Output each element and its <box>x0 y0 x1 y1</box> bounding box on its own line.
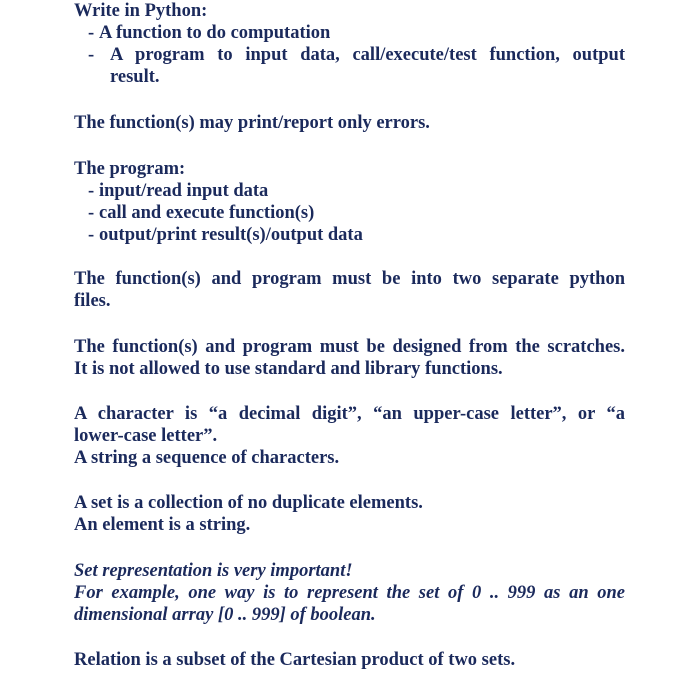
bullet-dash: - <box>88 23 95 43</box>
program-item-input: input/read input data <box>99 181 269 201</box>
program-item-call: call and execute function(s) <box>99 203 315 223</box>
bullet-dash: - <box>88 225 95 245</box>
errors-note: The function(s) may print/report only errors. <box>74 113 430 133</box>
set-definition: A set is a collection of no duplicate elements. <box>74 493 423 513</box>
program-item-output: output/print result(s)/output data <box>99 225 363 245</box>
write-title: Write in Python: <box>74 1 208 21</box>
files-paragraph-line1: The function(s) and program must be into two separate python <box>74 269 625 289</box>
scratch-paragraph-line2: It is not allowed to use standard and library functions. <box>74 359 503 379</box>
program-title: The program: <box>74 159 186 179</box>
example-line2: dimensional array [0 .. 999] of boolean. <box>74 605 376 625</box>
write-item-function: A function to do computation <box>99 23 331 43</box>
character-definition-line1: A character is “a decimal digit”, “an upper-case letter”, or “a <box>74 404 625 424</box>
write-item-program: A program to input data, call/execute/test function, output <box>110 45 625 65</box>
scratch-paragraph-line1: The function(s) and program must be designed from the scratches. <box>74 337 625 357</box>
bullet-dash: - <box>88 181 95 201</box>
set-representation-title: Set representation is very important! <box>74 561 353 581</box>
example-line1: For example, one way is to represent the set of 0 .. 999 as an one <box>74 583 625 603</box>
string-definition: A string a sequence of characters. <box>74 448 340 468</box>
relation-definition: Relation is a subset of the Cartesian product of two sets. <box>74 650 516 670</box>
element-definition: An element is a string. <box>74 515 251 535</box>
bullet-dash: - <box>88 45 95 65</box>
write-item-program-cont: result. <box>110 67 160 87</box>
bullet-dash: - <box>88 203 95 223</box>
files-paragraph-line2: files. <box>74 291 111 311</box>
character-definition-line2: lower-case letter”. <box>74 426 218 446</box>
